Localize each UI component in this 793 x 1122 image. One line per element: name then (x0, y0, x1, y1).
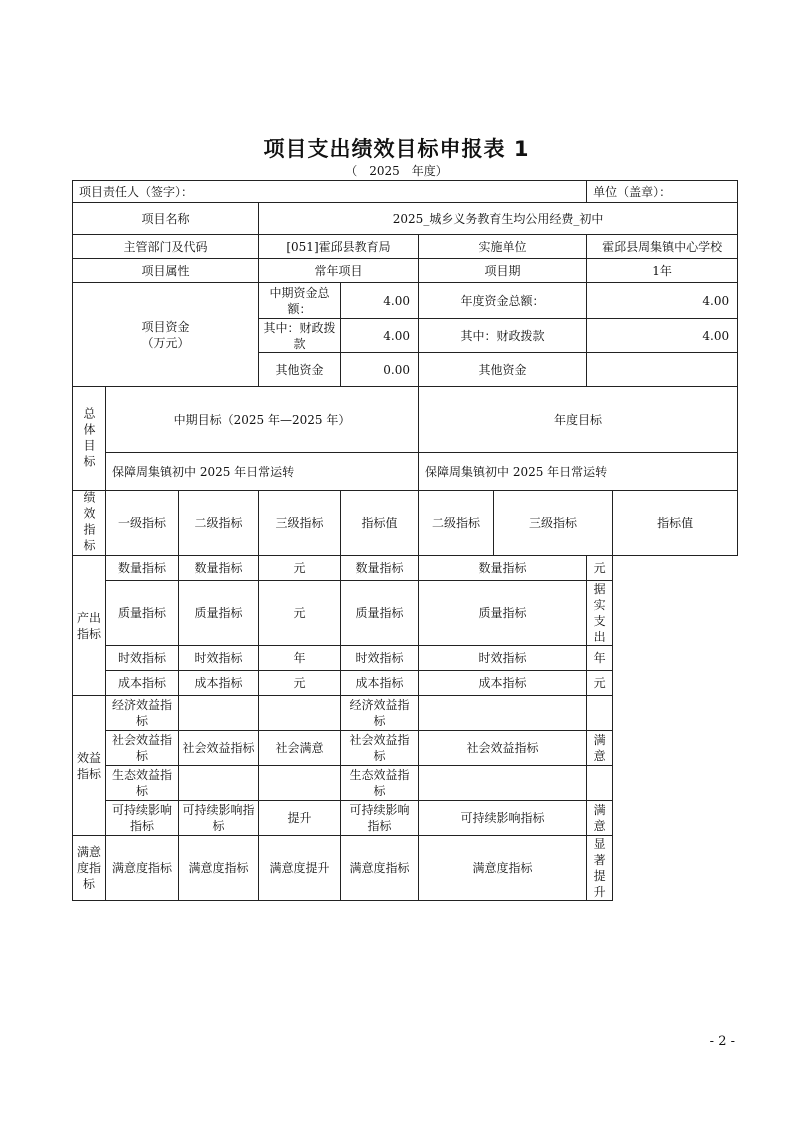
benefit-rows (73, 696, 738, 836)
annual-total-label: 年度资金总额： (419, 283, 587, 319)
header-cell: 三级指标 (259, 491, 341, 556)
header-cell: 一级指标 (106, 491, 179, 556)
cell: 质量指标 (419, 581, 587, 646)
table-row (73, 581, 738, 646)
table-row (73, 731, 738, 766)
mid-goal-text: 保障周集镇初中 2025 年日常运转 (106, 453, 419, 491)
cell: 数量指标 (106, 556, 179, 581)
cell (419, 696, 587, 731)
table-row (73, 766, 738, 801)
cell (259, 696, 341, 731)
cell: 可持续影响指标 (179, 801, 259, 836)
mid-total-label: 中期资金总额： (259, 283, 341, 319)
cell (587, 696, 613, 731)
cell: 社会效益指标 (106, 731, 179, 766)
cell: 满意度指标 (106, 836, 179, 901)
funds-label (73, 283, 259, 387)
header-cell: 三级指标 (494, 491, 613, 556)
cell: 生态效益指标 (106, 766, 179, 801)
cell: 数量指标 (179, 556, 259, 581)
annual-total-value: 4.00 (587, 283, 738, 319)
output-rows (73, 556, 738, 696)
unit-seal-label: 单位（盖章）： (587, 181, 738, 203)
header-cell: 二级指标 (179, 491, 259, 556)
attribute-label: 项目属性 (73, 259, 259, 283)
performance-table (72, 180, 738, 901)
annual-other-label: 其他资金 (419, 353, 587, 387)
mid-other-label: 其他资金 (259, 353, 341, 387)
annual-fiscal-value: 4.00 (587, 319, 738, 353)
mid-total-value: 4.00 (341, 283, 419, 319)
cell: 社会效益指标 (419, 731, 587, 766)
cell: 提升 (259, 801, 341, 836)
cell: 显著提升 (587, 836, 613, 901)
cell: 经济效益指标 (341, 696, 419, 731)
project-name-label: 项目名称 (73, 203, 259, 235)
table-row (73, 801, 738, 836)
cell: 质量指标 (341, 581, 419, 646)
annual-other-value (587, 353, 738, 387)
cell: 数量指标 (419, 556, 587, 581)
overall-goal-label: 总体目标 (73, 387, 106, 491)
page-number: - 2 - (709, 1034, 735, 1049)
cell: 时效指标 (179, 646, 259, 671)
cell: 年 (259, 646, 341, 671)
output-label: 产出指标 (73, 556, 106, 696)
cell (587, 766, 613, 801)
mid-fiscal-value: 4.00 (341, 319, 419, 353)
cell (259, 766, 341, 801)
responsible-label: 项目责任人（签字）： (73, 181, 587, 203)
cell: 质量指标 (179, 581, 259, 646)
table-row (73, 696, 738, 731)
department-label: 主管部门及代码 (73, 235, 259, 259)
annual-goal-text: 保障周集镇初中 2025 年日常运转 (419, 453, 738, 491)
header-cell: 指标值 (341, 491, 419, 556)
cell: 成本指标 (419, 671, 587, 696)
cell: 元 (587, 671, 613, 696)
cell: 社会效益指标 (341, 731, 419, 766)
cell: 元 (259, 556, 341, 581)
cell: 成本指标 (106, 671, 179, 696)
perf-label: 绩效指标 (73, 491, 106, 556)
cell: 满意度指标 (73, 836, 106, 901)
cell (179, 696, 259, 731)
table-row (73, 646, 738, 671)
cell: 社会效益指标 (179, 731, 259, 766)
cell: 成本指标 (179, 671, 259, 696)
cell: 元 (259, 581, 341, 646)
cell: 据实支出 (587, 581, 613, 646)
cell: 经济效益指标 (106, 696, 179, 731)
project-name-value: 2025_城乡义务教育生均公用经费_初中 (259, 203, 738, 235)
funds-unit: （万元） (141, 335, 190, 350)
cell: 满意度指标 (341, 836, 419, 901)
cell (419, 766, 587, 801)
cell: 社会满意 (259, 731, 341, 766)
cell: 元 (587, 556, 613, 581)
period-label: 项目期 (419, 259, 587, 283)
cell (179, 766, 259, 801)
mid-fiscal-label: 其中：财政拨款 (259, 319, 341, 353)
impl-unit-label: 实施单位 (419, 235, 587, 259)
mid-goal-header: 中期目标（2025 年—2025 年） (106, 387, 419, 453)
cell: 满意度指标 (419, 836, 587, 901)
annual-goal-header: 年度目标 (419, 387, 738, 453)
cell: 生态效益指标 (341, 766, 419, 801)
mid-other-value: 0.00 (341, 353, 419, 387)
header-cell: 二级指标 (419, 491, 494, 556)
cell: 时效指标 (419, 646, 587, 671)
table-row (73, 671, 738, 696)
cell: 时效指标 (341, 646, 419, 671)
header-cell: 指标值 (613, 491, 738, 556)
period-value: 1年 (587, 259, 738, 283)
year-line: （ 2025 年度） (345, 164, 448, 178)
table-row (73, 556, 738, 581)
funds-label-text: 项目资金 (141, 319, 190, 334)
cell: 质量指标 (106, 581, 179, 646)
cell: 可持续影响指标 (341, 801, 419, 836)
cell: 数量指标 (341, 556, 419, 581)
cell: 年 (587, 646, 613, 671)
cell: 成本指标 (341, 671, 419, 696)
annual-fiscal-label: 其中：财政拨款 (419, 319, 587, 353)
cell: 可持续影响指标 (419, 801, 587, 836)
attribute-value: 常年项目 (259, 259, 419, 283)
department-value: [051]霍邱县教育局 (259, 235, 419, 259)
impl-unit-value: 霍邱县周集镇中心学校 (587, 235, 738, 259)
cell: 满意 (587, 731, 613, 766)
cell: 满意度提升 (259, 836, 341, 901)
cell: 时效指标 (106, 646, 179, 671)
cell: 元 (259, 671, 341, 696)
cell: 满意度指标 (179, 836, 259, 901)
benefit-label: 效益指标 (73, 696, 106, 836)
cell: 可持续影响指标 (106, 801, 179, 836)
document-title: 项目支出绩效目标申报表 1 (263, 137, 530, 161)
cell: 满意 (587, 801, 613, 836)
